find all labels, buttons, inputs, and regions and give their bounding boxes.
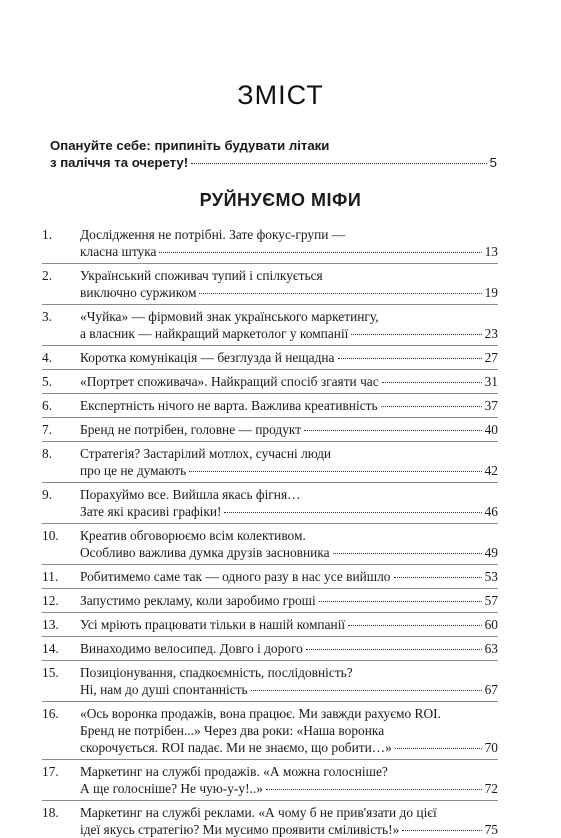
dot-leader <box>338 358 482 359</box>
entry-title-line: класна штука <box>80 244 157 259</box>
entry-divider <box>42 345 498 346</box>
entry-title-line: Бренд не потрібен...» Через два роки: «Наша воронка <box>80 723 385 738</box>
entry-divider <box>42 759 498 760</box>
dot-leader <box>381 406 482 407</box>
entry-number: 3. <box>42 309 53 324</box>
entry-title-line: Маркетинг на службі реклами. «А чому б не прив'язати до цієї <box>80 805 437 820</box>
entry-number: 16. <box>42 706 59 721</box>
entry-number: 9. <box>42 487 53 502</box>
entry-title-line: скорочується. ROI падає. Ми не знаємо, що робити…» <box>80 740 392 755</box>
entry-number: 6. <box>42 398 53 413</box>
toc-entry[interactable] <box>42 568 498 585</box>
toc-entry[interactable] <box>42 445 498 479</box>
toc-entry[interactable] <box>42 763 498 797</box>
page-number: 57 <box>484 593 498 608</box>
toc-entry[interactable] <box>42 616 498 633</box>
entry-number: 14. <box>42 641 59 656</box>
dot-leader <box>351 334 481 335</box>
toc-entry[interactable] <box>42 373 498 390</box>
toc-entry[interactable] <box>42 527 498 561</box>
entry-title-line: «Портрет споживача». Найкращий спосіб згаяти час <box>80 374 379 389</box>
page-number: 40 <box>484 422 498 437</box>
page-number: 75 <box>484 822 498 837</box>
page-number: 31 <box>484 374 498 389</box>
page-number: 46 <box>484 504 498 519</box>
dot-leader <box>199 293 481 294</box>
page-number: 42 <box>484 463 498 478</box>
page-number: 53 <box>484 569 498 584</box>
entry-divider <box>42 482 498 483</box>
entry-number: 11. <box>42 569 59 584</box>
dot-leader <box>394 577 482 578</box>
entry-title-line: «Ось воронка продажів, вона працює. Ми завжди рахуємо ROI. <box>80 706 441 721</box>
entry-number: 5. <box>42 374 53 389</box>
toc-entry[interactable] <box>42 421 498 438</box>
entry-divider <box>42 612 498 613</box>
entry-divider <box>42 564 498 565</box>
page-number: 37 <box>484 398 498 413</box>
entry-title-line: Український споживач тупий і спілкується <box>80 268 323 283</box>
toc-entry[interactable] <box>42 804 498 838</box>
toc-entry[interactable] <box>42 226 498 260</box>
entry-title-line: Зате які красиві графіки! <box>80 504 222 519</box>
entry-number: 17. <box>42 764 59 779</box>
page-number: 13 <box>484 244 498 259</box>
dot-leader <box>224 512 481 513</box>
entry-divider <box>42 660 498 661</box>
entry-number: 7. <box>42 422 53 437</box>
dot-leader <box>402 830 481 831</box>
entry-title-line: «Чуйка» — фірмовий знак українського маркетингу, <box>80 309 379 324</box>
entry-title-line: Коротка комунікація — безглузда й нещадна <box>80 350 335 365</box>
entry-divider <box>42 800 498 801</box>
dot-leader <box>306 649 482 650</box>
page-number: 19 <box>484 285 498 300</box>
entry-divider <box>42 701 498 702</box>
entry-title-line: Ні, нам до душі спонтанність <box>80 682 248 697</box>
entry-number: 8. <box>42 446 53 461</box>
page-number: 23 <box>484 326 498 341</box>
dot-leader <box>266 789 482 790</box>
entry-divider <box>42 441 498 442</box>
dot-leader <box>191 163 487 164</box>
entry-divider <box>42 304 498 305</box>
dot-leader <box>251 690 482 691</box>
entry-number: 1. <box>42 227 53 242</box>
dot-leader <box>319 601 482 602</box>
toc-list <box>42 226 498 838</box>
entry-title-line: виключно суржиком <box>80 285 197 300</box>
entry-divider <box>42 636 498 637</box>
entry-title-line: Дослідження не потрібні. Зате фокус-групи — <box>80 227 346 242</box>
entry-title-line: ідеї якусь стратегію? Ми мусимо проявити сміливість!» <box>80 822 400 837</box>
entry-title-line: Креатив обговорюємо всім колективом. <box>80 528 306 543</box>
entry-title-line: Робитимемо саме так — одного разу в нас усе вийшло <box>80 569 391 584</box>
entry-title-line: Особливо важлива думка друзів засновника <box>80 545 330 560</box>
entry-title-line: Винаходимо велосипед. Довго і дорого <box>80 641 303 656</box>
entry-divider <box>42 393 498 394</box>
section-heading: РУЙНУЄМО МІФИ <box>199 190 362 210</box>
entry-title-line: Маркетинг на службі продажів. «А можна голосніше? <box>80 764 388 779</box>
page-number: 63 <box>484 641 498 656</box>
toc-entry[interactable] <box>42 664 498 698</box>
dot-leader <box>348 625 481 626</box>
page-number: 60 <box>484 617 498 632</box>
toc-entry[interactable] <box>42 308 498 342</box>
entry-number: 13. <box>42 617 59 632</box>
dot-leader <box>395 748 482 749</box>
entry-number: 10. <box>42 528 59 543</box>
entry-number: 4. <box>42 350 53 365</box>
entry-title-line: А ще голосніше? Не чую-у-у!..» <box>80 781 263 796</box>
entry-title-line: а власник — найкращий маркетолог у компанії <box>80 326 349 341</box>
entry-number: 12. <box>42 593 59 608</box>
dot-leader <box>159 252 481 253</box>
entry-number: 15. <box>42 665 59 680</box>
page-number: 27 <box>484 350 498 365</box>
toc-entry[interactable] <box>42 592 498 609</box>
entry-number: 18. <box>42 805 59 820</box>
entry-title-line: Бренд не потрібен, головне — продукт <box>80 422 302 437</box>
page-number: 67 <box>484 682 498 697</box>
toc-entry[interactable] <box>42 705 498 756</box>
page-number: 49 <box>484 545 498 560</box>
entry-divider <box>42 263 498 264</box>
toc-entry[interactable] <box>42 640 498 657</box>
preface-entry[interactable] <box>50 137 497 171</box>
preface-line: Опануйте себе: припиніть будувати літаки <box>50 138 330 153</box>
preface-line: з паліччя та очерету! <box>50 155 189 170</box>
dot-leader <box>304 430 482 431</box>
page-number: 5 <box>489 155 497 170</box>
entry-title-line: про це не думають <box>80 463 187 478</box>
toc-entry[interactable] <box>42 349 498 366</box>
toc-entry[interactable] <box>42 267 498 301</box>
entry-divider <box>42 523 498 524</box>
page-number: 72 <box>484 781 498 796</box>
toc-entry[interactable] <box>42 486 498 520</box>
entry-divider <box>42 588 498 589</box>
dot-leader <box>333 553 482 554</box>
page-number: 70 <box>484 740 498 755</box>
toc-entry[interactable] <box>42 397 498 414</box>
entry-title-line: Запустимо рекламу, коли заробимо гроші <box>80 593 316 608</box>
entry-title-line: Позиціонування, спадкоємність, послідовність? <box>80 665 353 680</box>
entry-divider <box>42 369 498 370</box>
page-title: ЗМІСТ <box>237 80 324 110</box>
entry-title-line: Стратегія? Застарілий мотлох, сучасні люди <box>80 446 332 461</box>
entry-divider <box>42 417 498 418</box>
entry-title-line: Експертність нічого не варта. Важлива креативність <box>80 398 378 413</box>
dot-leader <box>382 382 482 383</box>
dot-leader <box>189 471 481 472</box>
entry-title-line: Усі мріють працювати тільки в нашій компанії <box>80 617 346 632</box>
entry-title-line: Порахуймо все. Вийшла якась фігня… <box>80 487 301 502</box>
entry-number: 2. <box>42 268 53 283</box>
